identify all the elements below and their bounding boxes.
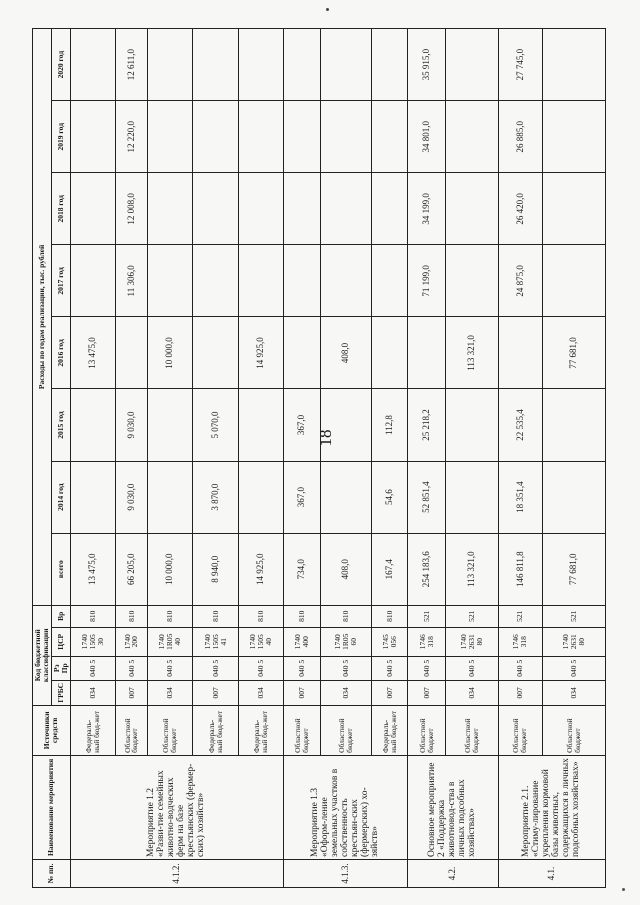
- cell-csr: 1740 1R05 40: [147, 627, 192, 656]
- cell-total: 146 811,8: [498, 533, 542, 605]
- cell-grbs: 007: [115, 680, 147, 705]
- header-total: всего: [51, 533, 70, 605]
- cell-y2019: [70, 101, 115, 173]
- cell-y2020: [372, 29, 408, 101]
- cell-grbs: 007: [408, 680, 445, 705]
- cell-source: Областной бюджет: [498, 705, 542, 755]
- cell-y2015: [147, 389, 192, 461]
- cell-total: 734,0: [284, 533, 320, 605]
- cell-y2018: 34 199,0: [408, 173, 445, 245]
- cell-grbs: 007: [498, 680, 542, 705]
- cell-source: Областной бюджет: [115, 705, 147, 755]
- cell-y2017: 24 875,0: [498, 245, 542, 317]
- cell-total: 14 925,0: [238, 533, 283, 605]
- cell-csr: 1740 1R05 60: [320, 627, 372, 656]
- cell-y2017: [372, 245, 408, 317]
- cell-y2015: 112,8: [372, 389, 408, 461]
- cell-y2016: [284, 317, 320, 389]
- cell-y2020: [70, 29, 115, 101]
- cell-grbs: 034: [542, 680, 605, 705]
- cell-y2016: [193, 317, 238, 389]
- cell-y2020: [542, 29, 605, 101]
- cell-y2018: [70, 173, 115, 245]
- cell-measure-name: Мероприятие 1.2 «Разви-тие семейных животно-водческих ферм на базе крестьянских (фермер-ских) хозяйств»: [70, 755, 284, 859]
- cell-csr: 1740 400: [284, 627, 320, 656]
- header-2016: 2016 год: [51, 317, 70, 389]
- cell-csr: 1740 200: [115, 627, 147, 656]
- cell-y2014: [147, 461, 192, 533]
- cell-y2018: [193, 173, 238, 245]
- cell-number: 4.2.: [408, 859, 498, 887]
- table-row: [408, 29, 445, 888]
- cell-y2017: [320, 245, 372, 317]
- cell-y2019: [542, 101, 605, 173]
- cell-total: 113 321,0: [445, 533, 498, 605]
- cell-total: 13 475,0: [70, 533, 115, 605]
- cell-y2017: [284, 245, 320, 317]
- cell-total: 167,4: [372, 533, 408, 605]
- cell-rzpr: 040 5: [408, 656, 445, 680]
- cell-grbs: 034: [238, 680, 283, 705]
- cell-grbs: 034: [320, 680, 372, 705]
- cell-y2017: [147, 245, 192, 317]
- cell-number: 4.1.2.: [70, 859, 284, 887]
- cell-y2017: [70, 245, 115, 317]
- cell-grbs: 007: [284, 680, 320, 705]
- cell-y2019: 26 885,0: [498, 101, 542, 173]
- scan-speck: [622, 888, 625, 891]
- cell-rzpr: 040 5: [445, 656, 498, 680]
- cell-grbs: 034: [70, 680, 115, 705]
- cell-y2016: 13 475,0: [70, 317, 115, 389]
- cell-y2019: [284, 101, 320, 173]
- cell-y2015: [542, 389, 605, 461]
- cell-y2020: 35 915,0: [408, 29, 445, 101]
- cell-rzpr: 040 5: [238, 656, 283, 680]
- cell-y2016: [115, 317, 147, 389]
- cell-y2018: [445, 173, 498, 245]
- header-no: № пп.: [33, 859, 71, 887]
- cell-y2014: [320, 461, 372, 533]
- cell-source: Областной бюджет: [284, 705, 320, 755]
- cell-y2014: [542, 461, 605, 533]
- cell-y2014: [445, 461, 498, 533]
- cell-y2014: 52 851,4: [408, 461, 445, 533]
- cell-y2018: [542, 173, 605, 245]
- cell-y2020: [238, 29, 283, 101]
- scan-speck: [326, 8, 329, 11]
- cell-csr: 1740 1505 30: [70, 627, 115, 656]
- cell-y2019: 34 801,0: [408, 101, 445, 173]
- header-rzpr: Рз Пр: [51, 656, 70, 680]
- cell-rzpr: 040 5: [284, 656, 320, 680]
- cell-total: 408,0: [320, 533, 372, 605]
- cell-source: Областной бюджет: [320, 705, 372, 755]
- cell-y2016: 113 321,0: [445, 317, 498, 389]
- cell-source: Федераль-ный бюд-жет: [372, 705, 408, 755]
- cell-y2017: [238, 245, 283, 317]
- cell-rzpr: 040 5: [193, 656, 238, 680]
- cell-y2014: [238, 461, 283, 533]
- cell-number: 4.1.: [498, 859, 605, 887]
- cell-y2014: [70, 461, 115, 533]
- table-row: [70, 29, 115, 888]
- cell-y2020: [284, 29, 320, 101]
- cell-y2015: [445, 389, 498, 461]
- cell-rzpr: 040 5: [147, 656, 192, 680]
- cell-vr: 810: [70, 605, 115, 627]
- cell-y2014: 3 870,0: [193, 461, 238, 533]
- cell-y2018: 12 008,0: [115, 173, 147, 245]
- cell-vr: 810: [115, 605, 147, 627]
- cell-y2018: [238, 173, 283, 245]
- cell-y2016: [408, 317, 445, 389]
- header-2015: 2015 год: [51, 389, 70, 461]
- cell-y2015: 25 218,2: [408, 389, 445, 461]
- cell-source: Областной бюджет: [542, 705, 605, 755]
- cell-y2018: [372, 173, 408, 245]
- cell-y2016: 408,0: [320, 317, 372, 389]
- cell-csr: 1746 318: [498, 627, 542, 656]
- cell-rzpr: 040 5: [115, 656, 147, 680]
- table-row: [498, 29, 542, 888]
- header-2014: 2014 год: [51, 461, 70, 533]
- cell-y2018: 26 420,0: [498, 173, 542, 245]
- cell-y2020: [445, 29, 498, 101]
- header-2018: 2018 год: [51, 173, 70, 245]
- cell-rzpr: 040 5: [372, 656, 408, 680]
- cell-y2016: [498, 317, 542, 389]
- header-expenses-group: Расходы по годам реализации, тыс. рублей: [33, 29, 52, 606]
- cell-grbs: 007: [193, 680, 238, 705]
- cell-rzpr: 040 5: [320, 656, 372, 680]
- header-2017: 2017 год: [51, 245, 70, 317]
- cell-source: Областной бюджет: [147, 705, 192, 755]
- cell-y2015: [238, 389, 283, 461]
- cell-vr: 521: [445, 605, 498, 627]
- cell-source: Областной бюджет: [445, 705, 498, 755]
- rotated-table-container: [32, 28, 606, 888]
- cell-grbs: 034: [445, 680, 498, 705]
- cell-rzpr: 040 5: [70, 656, 115, 680]
- cell-vr: 810: [147, 605, 192, 627]
- cell-y2020: 12 611,0: [115, 29, 147, 101]
- cell-y2019: [372, 101, 408, 173]
- cell-y2016: 10 000,0: [147, 317, 192, 389]
- cell-y2019: [238, 101, 283, 173]
- header-source: Источники средств: [33, 705, 71, 755]
- page-number: 18: [316, 429, 335, 447]
- cell-source: Федераль-ный бюд-жет: [238, 705, 283, 755]
- cell-y2014: 18 351,4: [498, 461, 542, 533]
- cell-vr: 810: [193, 605, 238, 627]
- header-name: Наименование мероприятия: [33, 755, 71, 859]
- cell-y2015: 22 535,4: [498, 389, 542, 461]
- cell-vr: 810: [284, 605, 320, 627]
- cell-vr: 810: [238, 605, 283, 627]
- cell-measure-name: Основное мероприятие 2 «Поддержка животновод-ства в личных подсобных хозяйствах»: [408, 755, 498, 859]
- cell-y2016: [372, 317, 408, 389]
- cell-csr: 1745 056: [372, 627, 408, 656]
- cell-total: 77 681,0: [542, 533, 605, 605]
- cell-y2017: 11 306,0: [115, 245, 147, 317]
- cell-source: Федераль-ный бюд-жет: [70, 705, 115, 755]
- cell-vr: 810: [320, 605, 372, 627]
- cell-csr: 1740 1505 40: [238, 627, 283, 656]
- cell-y2015: 9 030,0: [115, 389, 147, 461]
- cell-y2016: 14 925,0: [238, 317, 283, 389]
- cell-vr: 521: [542, 605, 605, 627]
- cell-y2017: [445, 245, 498, 317]
- cell-source: Областной бюджет: [408, 705, 445, 755]
- cell-y2020: [193, 29, 238, 101]
- cell-csr: 1740 1505 41: [193, 627, 238, 656]
- header-2019: 2019 год: [51, 101, 70, 173]
- cell-y2014: 367,0: [284, 461, 320, 533]
- cell-csr: 1740 2631 80: [445, 627, 498, 656]
- cell-rzpr: 040 5: [498, 656, 542, 680]
- cell-grbs: 007: [372, 680, 408, 705]
- cell-y2014: 9 030,0: [115, 461, 147, 533]
- cell-y2014: 54,6: [372, 461, 408, 533]
- cell-y2020: 27 745,0: [498, 29, 542, 101]
- cell-y2015: 5 070,0: [193, 389, 238, 461]
- budget-table: [32, 28, 606, 888]
- header-csr: ЦСР: [51, 627, 70, 656]
- header-2020: 2020 год: [51, 29, 70, 101]
- cell-y2019: [445, 101, 498, 173]
- cell-grbs: 034: [147, 680, 192, 705]
- cell-y2019: [147, 101, 192, 173]
- cell-y2019: 12 220,0: [115, 101, 147, 173]
- cell-y2018: [320, 173, 372, 245]
- cell-y2019: [193, 101, 238, 173]
- cell-y2019: [320, 101, 372, 173]
- header-grbs: ГРБС: [51, 680, 70, 705]
- header-vr: Вр: [51, 605, 70, 627]
- cell-vr: 810: [372, 605, 408, 627]
- cell-source: Федераль-ный бюд-жет: [193, 705, 238, 755]
- cell-y2018: [147, 173, 192, 245]
- cell-y2020: [147, 29, 192, 101]
- cell-vr: 521: [408, 605, 445, 627]
- cell-y2015: 367,0: [284, 389, 320, 461]
- cell-y2017: 71 199,0: [408, 245, 445, 317]
- cell-y2016: 77 681,0: [542, 317, 605, 389]
- cell-y2017: [193, 245, 238, 317]
- cell-measure-name: Мероприятие 1.3 «Оформ-ление земельных участков в собственность крестьян-ских (фермерских) хо-зяйств»: [284, 755, 408, 859]
- cell-rzpr: 040 5: [542, 656, 605, 680]
- cell-total: 8 940,0: [193, 533, 238, 605]
- cell-y2017: [542, 245, 605, 317]
- cell-total: 10 000,0: [147, 533, 192, 605]
- cell-number: 4.1.3.: [284, 859, 408, 887]
- cell-csr: 1740 2631 80: [542, 627, 605, 656]
- cell-y2015: [320, 389, 372, 461]
- cell-vr: 521: [498, 605, 542, 627]
- cell-total: 66 205,0: [115, 533, 147, 605]
- cell-y2015: [70, 389, 115, 461]
- cell-y2020: [320, 29, 372, 101]
- cell-measure-name: Мероприятие 2.1. «Стиму-лирование укрепления кормовой базы животных, содержащихся в личных подсобных хозяйствах»: [498, 755, 605, 859]
- table-row: [284, 29, 320, 888]
- cell-y2018: [284, 173, 320, 245]
- header-code-group: Код бюджетной классификации: [33, 605, 52, 705]
- cell-csr: 1746 318: [408, 627, 445, 656]
- cell-total: 254 183,6: [408, 533, 445, 605]
